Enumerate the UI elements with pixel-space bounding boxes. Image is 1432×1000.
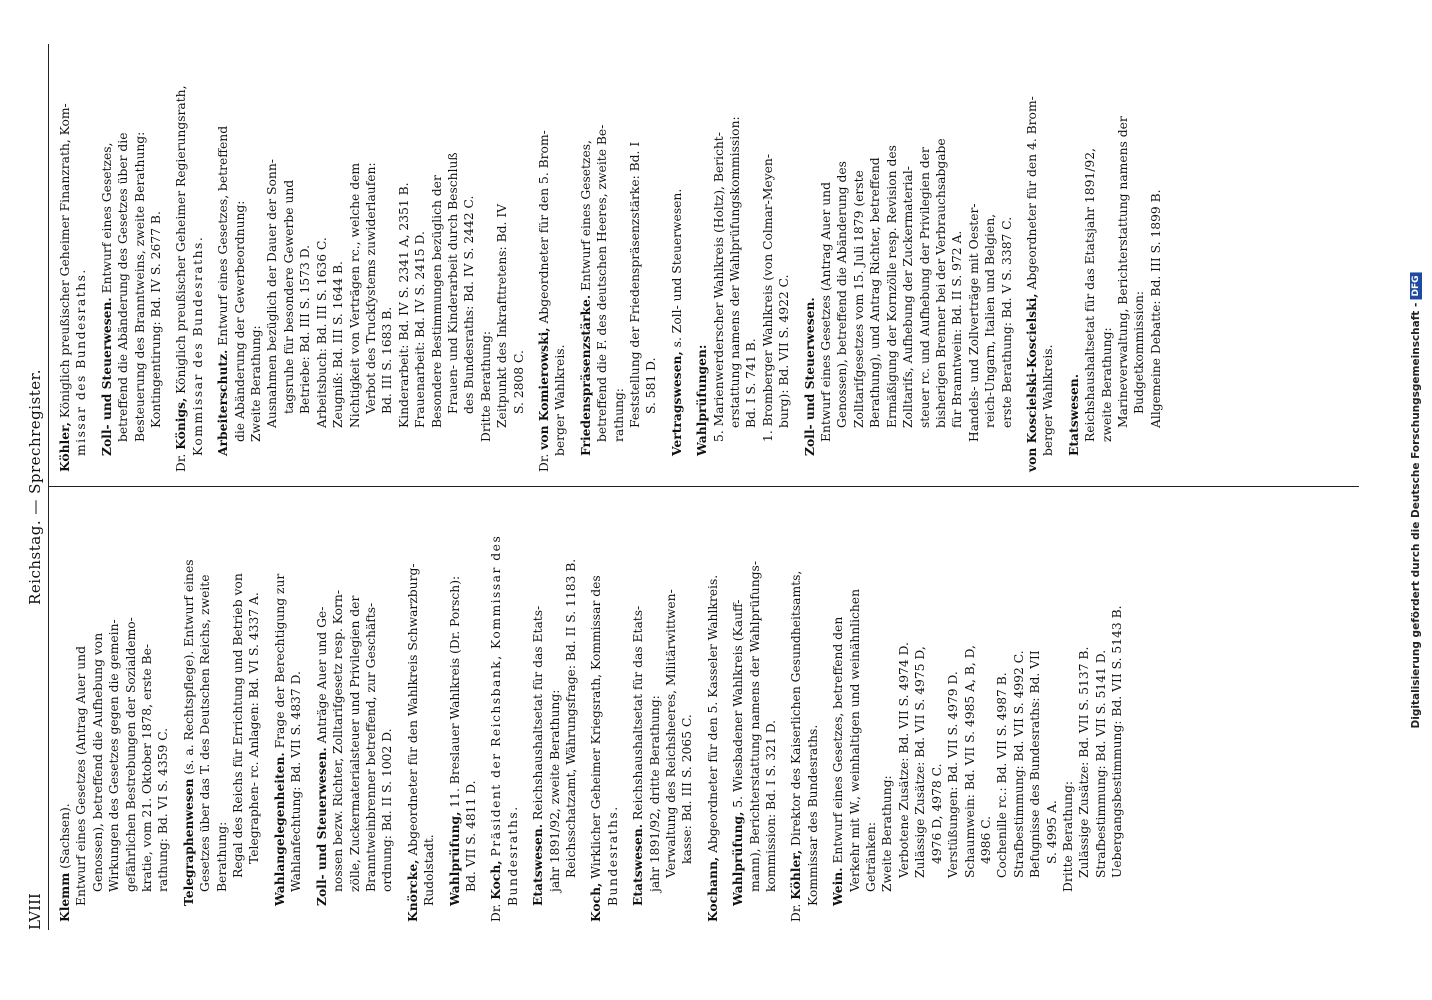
entry-line: erstattung namens der Wahlprüfungskommission: (728, 116, 743, 428)
topic-heading: Telegraphenwesen (180, 778, 196, 906)
entry-line: Arbeitsbuch: Bd. III S. 1636 C. (314, 237, 329, 428)
entry-line: Handels- und Zollverträge mit Oester- (966, 203, 981, 442)
entry-line: Budgetkommission: (1132, 290, 1147, 414)
entry-line: Verbotene Zusätze: Bd. VII S. 4974 D. (896, 642, 911, 878)
entry-line: 4976 D, 4978 C. (929, 763, 944, 864)
page-number: LVIII (26, 893, 44, 930)
entry-line: Zeitpunkt des Inkrafttretens: Bd. IV (495, 203, 510, 428)
entry-line: Berathung), und Antrag Richter, betreffend (868, 157, 883, 428)
topic-heading: Wahlprüfungen: (694, 344, 710, 456)
entry-line: Regal des Reichs für Errichtung und Betrieb von (231, 573, 246, 878)
entry-klemm (57, 499, 172, 922)
entry-arbeiterschutz (215, 56, 527, 472)
entry-line: Entwurf eines Gesetzes, betreffend den (831, 616, 846, 864)
entry-koscielski (1024, 56, 1057, 472)
speaker-role: Königlich preußischer Geheimer Finanzrath, Kom- (58, 103, 72, 419)
topic-heading: Etatswesen. (1065, 373, 1081, 456)
entry-line: Ermäßigung der Kornzölle resp. Revision des (884, 145, 899, 428)
entry-line: gefährlichen Bestrebungen der Sozialdemo- (123, 617, 138, 892)
speaker-role: Präsident der Reichsbank, Kommissar des (489, 534, 504, 857)
entry-line: Entwurf eines Gesetzes (Antrag Auer und (74, 646, 89, 906)
speaker-name: Köhler, (788, 849, 804, 900)
entry-komierowski (536, 56, 569, 472)
entry-zoll-steuer-1 (314, 499, 396, 922)
entry-line: Verbot des Truckſystems zuwiderlaufen: (363, 162, 378, 414)
entry-line: Bundesraths. (605, 805, 620, 906)
speaker-rest: (Sachsen). (58, 803, 72, 869)
entry-line: Wahlanfechtung: Bd. VII S. 4837 D. (289, 671, 304, 892)
name-prefix: Dr. (789, 903, 804, 922)
entry-line: betreffend die F. des deutschen Heeres, zweite Be- (595, 124, 610, 442)
entry-line: erste Berathung: Bd. V S. 3387 C. (999, 216, 1014, 428)
name-prefix: Dr. (174, 453, 189, 472)
topic-heading: Wein. (830, 867, 846, 906)
entry-line: Entwurf eines Gesetzes, betreffend (216, 125, 231, 346)
entry-line: Reichsschatzamt, Währungsfrage: Bd. II S. 1183 B. (563, 558, 578, 878)
entry-line: nossen bezw. Richter, Zolltarifgesetz resp. Korn- (331, 589, 346, 892)
speaker-name: Königs, (173, 397, 189, 450)
entry-etatswesen-1 (530, 499, 579, 922)
topic-heading: Zoll- und Steuerwesen. (801, 297, 817, 456)
entry-vertragswesen (669, 56, 685, 472)
entry-etatswesen-2 (630, 499, 696, 922)
entry-line: Zweite Berathung: (249, 325, 264, 442)
entry-line: Befugnisse des Bundesraths: Bd. VII (1028, 650, 1043, 878)
entry-line: des Bundesraths: Bd. IV S. 2442 C. (462, 195, 477, 414)
entry-line: kratie, vom 21. Oktober 1878, erste Be- (140, 643, 155, 892)
entry-line: Bd. I S. 741 B. (744, 338, 759, 428)
entry-line: Kommissar des Bundesraths. (190, 235, 205, 456)
entry-line: kasse: Bd. III S. 2065 C. (680, 714, 695, 864)
entry-line: S. 581 D. (644, 357, 659, 414)
entry-zoll-steuer-3 (802, 56, 1015, 472)
entry-line: ordnung: Bd. II S. 1002 D. (380, 728, 395, 892)
entry-line: Entwurf eines Gesetzes, (578, 140, 593, 291)
entry-line: 4986 C. (978, 815, 993, 864)
entry-knoercke (405, 499, 438, 922)
entry-line: (s. a. Rechtspflege). Entwurf eines (181, 559, 196, 775)
entry-line: Frauenarbeit: Bd. IV S. 2415 D. (413, 231, 428, 428)
entry-line: betreffend die Abänderung des Gesetzes über die (116, 132, 131, 442)
entry-line: Allgemeine Debatte: Bd. III S. 1899 B. (1148, 189, 1163, 428)
speaker-role: Wirklicher Geheimer Kriegsrath, Kommissar des (589, 575, 604, 879)
name-prefix: Dr. (489, 903, 504, 922)
entry-line: Rudolstadt. (422, 834, 437, 906)
entry-line: Verkehr mit W., weinhaltigen und weinähnlichen (847, 588, 862, 892)
entry-line: steuer rc. und Aufhebung der Privilegien der (917, 147, 932, 428)
entry-koehler-2 (57, 56, 90, 472)
entry-line: Bd. III S. 1683 B. (380, 306, 395, 414)
entry-line: Entwurf eines Gesetzes, (99, 142, 114, 294)
speaker-role: Direktor des Kaiserlichen Gesundheitsamts, (789, 570, 804, 846)
speaker-role: Königlich preußischer Geheimer Regierungsrath, (174, 85, 189, 394)
entry-line: tagsruhe für besondere Gewerbe und (281, 179, 296, 414)
topic-heading: Zoll- und Steuerwesen. (98, 297, 114, 456)
entry-line: Wirkungen des Gesetzes gegen die gemein- (107, 619, 122, 892)
entry-line: Strafbestimmung: Bd. VII S. 4992 C. (1011, 650, 1026, 878)
speaker-name: von Komierowski, (535, 327, 551, 450)
right-column (49, 44, 1359, 487)
speaker-name: Koch, (588, 882, 604, 922)
entry-line: Strafbestimmung: Bd. VII S. 5141 D. (1093, 649, 1108, 878)
entry-line: Kommissar des Bundesraths. (805, 724, 820, 906)
entry-line: Uebergangsbestimmung: Bd. VII S. 5143 B. (1110, 605, 1125, 878)
entry-line: mann), Berichterstattung namens der Wahlprüfungs- (747, 561, 762, 892)
entry-line: jahr 1891/92, dritte Berathung: (647, 695, 662, 892)
topic-heading: Arbeiterschutz. (215, 349, 231, 456)
entry-line: Schaumwein: Bd. VII S. 4985 A, B, D, (962, 645, 977, 878)
entry-line: Dritte Berathung: (478, 331, 493, 442)
entry-line: berger Wahlkreis. (1041, 344, 1056, 456)
entry-line: reich-Ungarn, Italien und Belgien, (983, 213, 998, 428)
entry-line: Frauen- und Kinderarbeit durch Beschluß (445, 152, 460, 414)
entry-wahlpruefungen (694, 56, 792, 472)
entry-line: Branntweinbrenner betreffend, zur Geschäfts- (363, 602, 378, 892)
entry-line: die Abänderung der Gewerbeordnung: (232, 200, 247, 442)
entry-line: Genossen), betreffend die Abänderung des (835, 161, 850, 428)
speaker-role: Abgeordneter für den Wahlkreis Schwarzburg- (405, 563, 420, 856)
entry-line: Reichshaushaltsetat für das Etats- (531, 605, 546, 821)
entry-line: s. Zoll- und Steuerwesen. (669, 188, 684, 348)
entry-line: missar des Bundesraths. (74, 268, 89, 456)
dfg-logo: DFG (1410, 272, 1422, 299)
entry-line: Telegraphen- rc. Anlagen: Bd. VI S. 4337 A. (247, 592, 262, 864)
entry-line: 5. Marienwerderscher Wahlkreis (Holtz), Bericht- (711, 132, 726, 442)
entry-line: Verwaltung des Reichsheeres, Militärwittwen- (664, 589, 678, 878)
topic-heading: Etatswesen. (630, 823, 646, 906)
entry-friedenspraesenzstaerke (578, 56, 660, 472)
speaker-name: Kochann, (704, 856, 720, 922)
entry-line: 11. Breslauer Wahlkreis (Dr. Porsch): (447, 575, 462, 808)
topic-heading: Etatswesen. (530, 823, 546, 906)
speaker-name: Köhler, (57, 422, 72, 472)
entry-koch-1 (488, 499, 521, 922)
entry-line: 1. Bromberger Wahlkreis (von Colmar-Meyen- (760, 153, 775, 442)
topic-heading: Vertragswesen, (668, 351, 684, 456)
entry-line: Bundesraths. (505, 805, 520, 906)
entry-wahlpruefung-2 (730, 499, 779, 922)
entry-line: kommission: Bd. I S. 321 D. (764, 719, 779, 892)
entry-line: rathung: Bd. VI S. 4359 C. (156, 727, 171, 892)
topic-heading: Wahlprüfung, (730, 811, 746, 906)
entry-telegraphenwesen (181, 499, 263, 922)
topic-heading: Friedenspräsenzstärke. (577, 294, 593, 456)
topic-heading: Zoll- und Steuerwesen. (313, 747, 329, 906)
entry-line: berger Wahlkreis. (553, 344, 568, 456)
entry-line: Berathung: (214, 821, 229, 892)
entry-line: burg): Bd. VII S. 4922 C. (777, 274, 792, 428)
entry-line: Kinderarbeit: Bd. IV S. 2341 A, 2351 B. (396, 182, 411, 428)
entry-line: Ausnahmen bezüglich der Dauer der Sonn- (265, 159, 280, 428)
entry-line: Kontingentirung: Bd. IV S. 2677 B. (149, 211, 164, 428)
name-prefix: Dr. (536, 453, 551, 472)
entry-line: Zeugniß: Bd. III S. 1644 B. (331, 261, 346, 428)
entry-line: Entwurf eines Gesetzes (Antrag Auer und (819, 182, 834, 442)
entry-line: zölle, Zuckermaterialsteuer und Privilegien der (347, 595, 362, 892)
entry-line: Cochenille rc.: Bd. VII S. 4987 B. (995, 672, 1010, 878)
topic-heading: Wahlangelegenheiten. (271, 752, 287, 906)
entry-line: für Branntwein: Bd. II S. 972 A. (950, 230, 965, 428)
entry-line: bisherigen Brenner bei der Verbrauchsabgabe (933, 138, 948, 428)
entry-line: Reichshaushaltsetat für das Etatsjahr 1891/92, (1083, 148, 1098, 442)
entry-line: Reichshaushaltsetat für das Etats- (631, 605, 646, 821)
entry-line: Besondere Bestimmungen bezüglich der (429, 175, 444, 428)
two-column-body (49, 44, 1359, 930)
entry-line: Zulässige Zusätze: Bd. VII S. 5137 B. (1077, 646, 1092, 878)
entry-line: Gesetzes über das T. des Deutschen Reichs, zweite (198, 574, 213, 892)
digitization-credit-sidebar (1400, 0, 1432, 1000)
speaker-name: Koch, (488, 860, 504, 900)
speaker-role: Abgeordneter für den 5. Kasseler Wahlkreis. (705, 574, 720, 853)
entry-line: rathung: (611, 388, 626, 442)
entry-etatswesen-3 (1066, 56, 1164, 472)
speaker-name: von Koscielski-Koscielski, (1023, 293, 1039, 472)
entry-koehler-1 (788, 499, 821, 922)
entry-line: Zolltarifgesetzes vom 15. Juli 1879 (erste (851, 170, 866, 428)
entry-line: Getränken: (864, 822, 879, 892)
entry-wahlangelegenheiten (272, 499, 305, 922)
entry-line: Bd. VII S. 4811 D. (463, 780, 478, 892)
entry-line: S. 2808 C. (511, 350, 526, 414)
entry-line: Nichtigkeit von Verträgen rc., welche dem (347, 162, 362, 428)
entry-line: Anträge Auer und Ge- (314, 606, 329, 744)
entry-line: 5. Wiesbadener Wahlkreis (Kauff- (731, 599, 746, 808)
entry-line: jahr 1891/92, zweite Berathung: (547, 689, 562, 892)
speaker-role: Abgeordneter für den 5. Brom- (536, 130, 551, 324)
entry-line: Genossen), betreffend die Aufhebung von (90, 632, 105, 892)
credit-label: Digitalisierung gefördert durch die Deutsche Forschungsgemeinschaft - (1410, 302, 1422, 729)
page-header (16, 44, 49, 930)
entry-line: Zulässige Zusätze: Bd. VII S. 4975 D, (913, 646, 928, 878)
entry-line: Frage der Berechtigung zur (272, 573, 287, 749)
entry-line: zweite Berathung: (1099, 327, 1114, 442)
topic-heading: Wahlprüfung, (446, 811, 462, 906)
credit-text (1410, 272, 1422, 728)
entry-koenigs (173, 56, 206, 472)
entry-koch-2 (588, 499, 621, 922)
speaker-role: Abgeordneter für den 4. Brom- (1024, 96, 1039, 290)
entry-zoll-steuer-2 (99, 56, 165, 472)
entry-line: Marineverwaltung, Berichterstattung namens der (1115, 116, 1130, 428)
speaker-name: Klemm (57, 872, 72, 922)
entry-line: S. 4995 A. (1044, 800, 1059, 864)
entry-kochann (705, 499, 721, 922)
speaker-name: Knörcke, (404, 859, 420, 922)
entry-line: Dritte Berathung: (1060, 781, 1075, 892)
entry-line: Betriebe: Bd. III S. 1573 D. (298, 244, 313, 414)
entry-line: Verstüßungen: Bd. VII S. 4979 D. (946, 671, 961, 878)
entry-wein (830, 499, 1125, 922)
entry-line: Zolltarifs, Aufhebung der Zuckermaterial- (901, 166, 916, 428)
entry-line: Zweite Berathung: (880, 775, 895, 892)
left-column (49, 487, 1359, 930)
entry-line: Feststellung der Friedenspräsenzstärke: Bd. I (628, 141, 642, 428)
page-title: Reichstag. — Sprechregister. (26, 369, 44, 605)
entry-wahlpruefung-1 (447, 499, 480, 922)
entry-line: Besteuerung des Branntweins, zweite Berathung: (132, 131, 147, 442)
